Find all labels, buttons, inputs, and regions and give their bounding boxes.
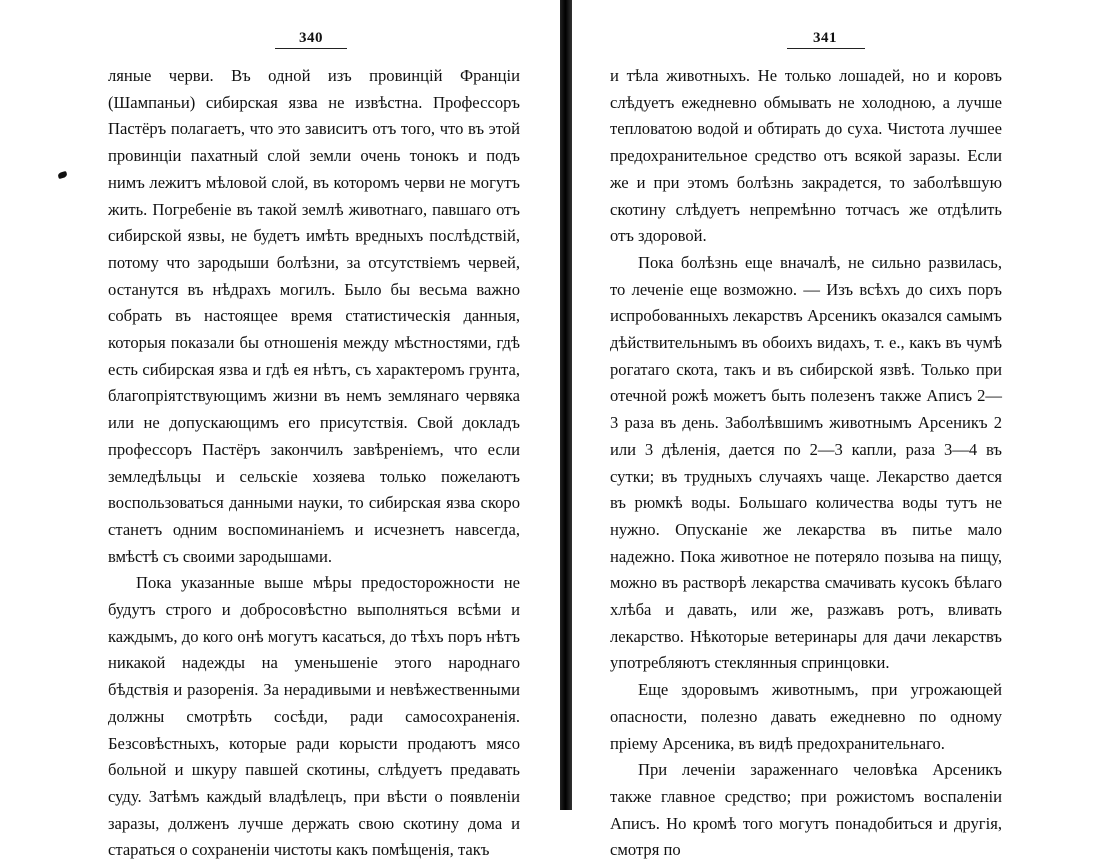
page-number-rule bbox=[275, 48, 347, 49]
paragraph: При леченіи зараженнаго человѣка Арсеникъ также главное средство; при рожистомъ воспаленіи Аписъ. Но кромѣ того могутъ понадобиться и другія, смотря по bbox=[610, 760, 1002, 860]
page-text bbox=[610, 63, 1002, 864]
page-number: 340 bbox=[299, 30, 323, 46]
paragraph: Еще здоровымъ животнымъ, при угрожающей опасности, полезно давать ежедневно по одному пріему Арсеника, въ видѣ предохранительнаго. bbox=[610, 680, 1002, 753]
right-page bbox=[572, 0, 1100, 860]
page-number: 341 bbox=[813, 30, 837, 46]
page-number-rule bbox=[787, 48, 865, 49]
ink-mark bbox=[57, 171, 67, 179]
paragraph: ляные черви. Въ одной изъ провинцій Франціи (Шампаньи) сибирская язва не извѣстна. Профессоръ Пастёръ полагаетъ, что это зависитъ отъ того, что въ этой провинціи пахатный слой земли очень тонокъ и подъ нимъ лежитъ мѣловой слой, въ которомъ черви не могутъ жить. Погребеніе въ такой землѣ животнаго, павшаго отъ сибирской язвы, не будетъ имѣть вредныхъ послѣдствій, потому что зародыши болѣзни, за отсутствіемъ червей, останутся въ нѣдрахъ могилъ. Было бы весьма важно собрать въ настоящее время статистическія данныя, которыя показали бы отношенія между мѣстностями, гдѣ есть сибирская язва и гдѣ ея нѣтъ, съ характеромъ грунта, благопріятствующимъ жизни въ немъ землянаго червяка или не допускающимъ его присутствія. Свой докладъ профессоръ Пастёръ закончилъ завѣреніемъ, что если земледѣльцы и сельскіе хозяева только пожелаютъ воспользоваться данными науки, то сибирская язва скоро станетъ одним воспоминаніемъ и исчезнетъ навсегда, вмѣстѣ съ своими зародышами. bbox=[108, 66, 520, 566]
paragraph: и тѣла животныхъ. Не только лошадей, но и коровъ слѣдуетъ ежедневно обмывать не холодною, а лучше тепловатою водой и обтирать до суха. Чистота лучшее предохранительное средство отъ всякой заразы. Если же и при этомъ болѣзнь закрадется, то заболѣвшую скотину слѣдуетъ непремѣнно тотчасъ же отдѣлить отъ здоровой. bbox=[610, 66, 1002, 246]
paragraph: Пока болѣзнь еще вначалѣ, не сильно развилась, то леченіе еще возможно. — Изъ всѣхъ до сихъ поръ испробованныхъ лекарствъ Арсеникъ оказался самымъ дѣйствительнымъ въ обоихъ видахъ, т. е., какъ въ чумѣ рогатаго скота, такъ и въ сибирской язвѣ. Только при отечной рожѣ можетъ быть полезенъ также Аписъ 2—3 раза въ день. Заболѣвшимъ животнымъ Арсеникъ 2 или 3 дѣленія, дается по 2—3 капли, раза 3—4 въ сутки; въ трудныхъ случаяхъ чаще. Лекарство дается въ рюмкѣ воды. Большаго количества воды тутъ не нужно. Опусканіе же лекарства въ питье мало надежно. Пока животное не потеряло позыва на пищу, можно въ растворѣ лекарства смачивать кусокъ бѣлаго хлѣба и давать, или же, разжавъ ротъ, вливать лекарство. Нѣкоторые ветеринары для дачи лекарствъ употребляютъ стеклянныя спринцовки. bbox=[610, 252, 1002, 673]
book-gutter bbox=[560, 0, 572, 810]
paragraph: Пока указанные выше мѣры предосторожности не будутъ строго и добросовѣстно выполняться всѣми и каждымъ, до кого онѣ могутъ касаться, до тѣхъ поръ нѣтъ никакой надежды на уменьшеніе этого народнаго бѣдствія и разоренія. За нерадивыми и невѣжественными должны смотрѣть сосѣди, ради самосохраненія. Безсовѣстныхъ, которые ради корысти продаютъ мясо больной и шкуру павшей скотины, слѣдуетъ предавать суду. Затѣмъ каждый владѣлецъ, при вѣсти о появленіи заразы, долженъ лучше держать свою скотину дома и стараться о сохраненіи чистоты какъ помѣщенія, такъ bbox=[108, 573, 520, 860]
page-text bbox=[108, 63, 520, 864]
